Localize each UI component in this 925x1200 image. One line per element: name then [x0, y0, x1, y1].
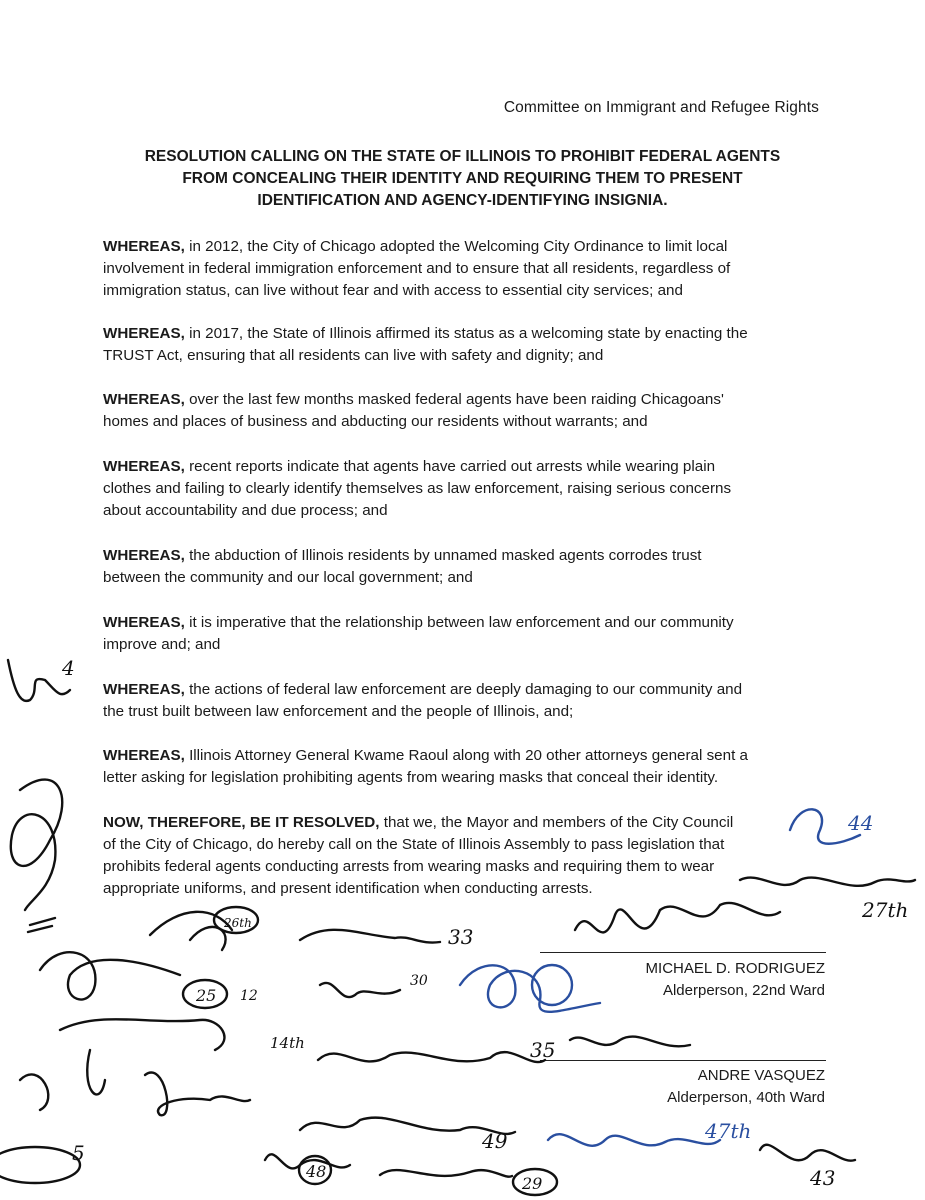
signature-scrawl: [150, 912, 232, 950]
signature-scrawl: [145, 1073, 250, 1116]
whereas-label: WHEREAS,: [103, 458, 185, 475]
signature-scrawl: [570, 1037, 690, 1047]
signature-scrawl: [575, 903, 780, 932]
signature-scrawl: [300, 930, 440, 943]
sponsor-name: MICHAEL D. RODRIGUEZ: [645, 960, 825, 977]
clause-text: in 2012, the City of Chicago adopted the Welcoming City Ordinance to limit local: [184, 238, 728, 255]
resolved-label: NOW, THEREFORE, BE IT RESOLVED,: [103, 814, 380, 831]
clause-text: the actions of federal law enforcement are deeply damaging to our community and: [184, 681, 743, 698]
clause-text: the abduction of Illinois residents by unnamed masked agents corrodes trust: [184, 547, 702, 564]
ward-number: 4: [62, 656, 75, 680]
clause-text: between the community and our local government; and: [103, 569, 473, 586]
whereas-label: WHEREAS,: [103, 547, 185, 564]
clause-text: letter asking for legislation prohibiting agents from wearing masks that conceal their identity.: [103, 769, 719, 786]
resolved-text: appropriate uniforms, and present identification when conducting arrests.: [103, 880, 593, 897]
handwritten-ward-numbers: [61, 656, 908, 1193]
clause-text: recent reports indicate that agents have carried out arrests while wearing plain: [184, 458, 716, 475]
ward-number: 26th: [224, 916, 252, 930]
resolved-text: that we, the Mayor and members of the City Council: [379, 814, 734, 831]
sponsor-name: ANDRE VASQUEZ: [697, 1067, 825, 1084]
whereas-label: WHEREAS,: [103, 238, 185, 255]
signature-scrawl: [760, 1145, 855, 1161]
signature-scrawl: [60, 1019, 224, 1050]
signature-scrawl: [20, 1050, 105, 1110]
clause-text: immigration status, can live without fear and with access to essential city services; and: [103, 282, 683, 299]
resolved-text: prohibits federal agents conducting arrests from wearing masks and requiring them to wear: [103, 858, 715, 875]
committee-name: Committee on Immigrant and Refugee Rights: [503, 99, 819, 116]
clause-text: the trust built between law enforcement and the people of Illinois, and;: [103, 703, 574, 720]
clause-text: homes and places of business and abducting our residents without warrants; and: [103, 413, 648, 430]
signature-scrawl: [548, 1134, 720, 1146]
clause-text: TRUST Act, ensuring that all residents can live with safety and dignity; and: [103, 347, 604, 364]
clause-text: it is imperative that the relationship between law enforcement and our community: [184, 614, 734, 631]
clause-text: over the last few months masked federal agents have been raiding Chicagoans': [184, 391, 724, 408]
signature-scrawl: [740, 878, 915, 886]
ward-number: 49: [482, 1129, 508, 1153]
ward-number: 30: [410, 973, 428, 989]
ward-number: 43: [810, 1166, 836, 1190]
title-line: RESOLUTION CALLING ON THE STATE OF ILLINOIS TO PROHIBIT FEDERAL AGENTS: [144, 148, 781, 165]
whereas-label: WHEREAS,: [103, 747, 185, 764]
clause-text: about accountability and due process; and: [103, 502, 388, 519]
ward-number: 29: [522, 1174, 543, 1193]
resolved-text: of the City of Chicago, do hereby call on the State of Illinois Assembly to pass legislation that: [103, 836, 725, 853]
signature-scrawl: [28, 918, 55, 932]
signature-scrawl: [40, 952, 180, 999]
sponsor-title: Alderperson, 22nd Ward: [662, 982, 825, 999]
signature-scrawl: [0, 1147, 80, 1183]
ward-number: 35: [530, 1038, 556, 1062]
signature-scrawl: [320, 983, 400, 997]
sponsor-title: Alderperson, 40th Ward: [667, 1089, 825, 1106]
signature-scrawl: [318, 1052, 545, 1062]
signature-scrawl: [8, 660, 70, 701]
clause-text: involvement in federal immigration enforcement and to ensure that all residents, regardless of: [103, 260, 731, 277]
ward-number: 48: [306, 1162, 327, 1181]
ward-number: 44: [848, 811, 874, 835]
clause-text: clothes and failing to clearly identify themselves as law enforcement, raising serious concerns: [103, 480, 732, 497]
signature-scrawl: [460, 965, 600, 1011]
clause-text: improve and; and: [103, 636, 221, 653]
signature-scrawl: [11, 780, 62, 910]
whereas-label: WHEREAS,: [103, 391, 185, 408]
whereas-label: WHEREAS,: [103, 614, 185, 631]
ward-number: 27th: [862, 898, 909, 922]
clause-text: in 2017, the State of Illinois affirmed its status as a welcoming state by enacting the: [184, 325, 748, 342]
title-line: IDENTIFICATION AND AGENCY-IDENTIFYING INSIGNIA.: [257, 192, 668, 209]
ward-number: 12: [240, 988, 258, 1004]
title-line: FROM CONCEALING THEIR IDENTITY AND REQUIRING THEM TO PRESENT: [182, 170, 743, 187]
ward-number: 14th: [270, 1034, 305, 1052]
whereas-label: WHEREAS,: [103, 681, 185, 698]
ward-number: 47th: [705, 1119, 752, 1143]
ward-number: 25: [196, 986, 217, 1005]
signature-scrawl: [380, 1170, 512, 1177]
ward-number: 33: [448, 925, 474, 949]
whereas-label: WHEREAS,: [103, 325, 185, 342]
clause-text: Illinois Attorney General Kwame Raoul along with 20 other attorneys general sent a: [184, 747, 748, 764]
ward-number: 5: [72, 1141, 85, 1165]
